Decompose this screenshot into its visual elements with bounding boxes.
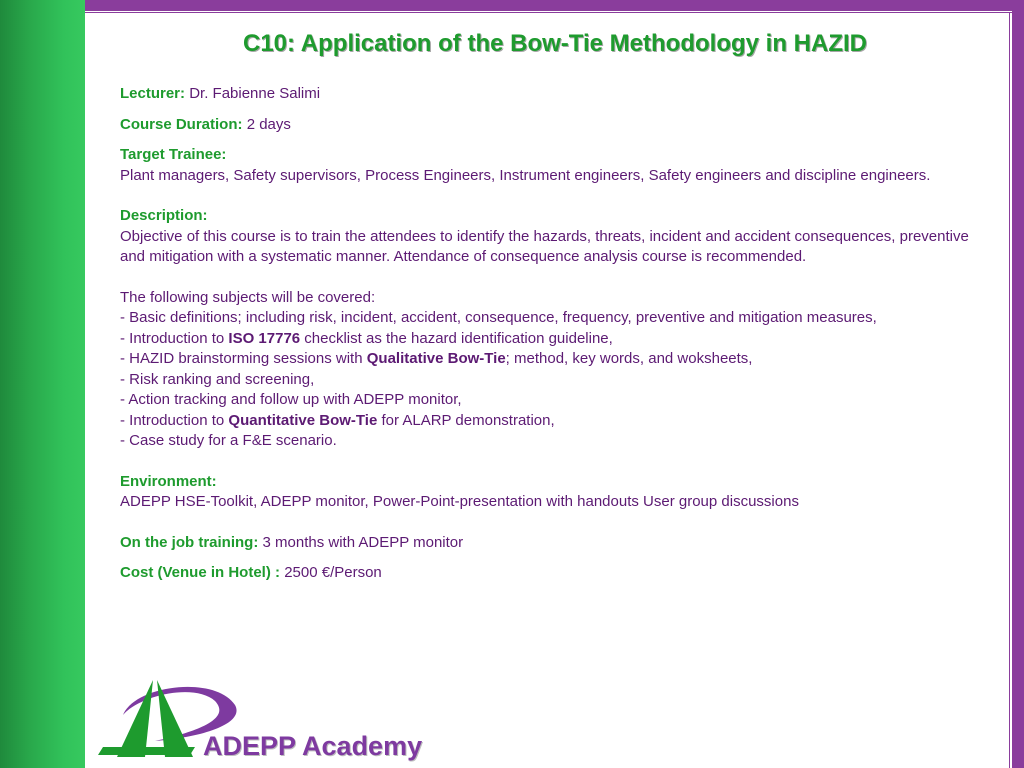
logo-a-base: [98, 747, 195, 755]
job-training-line: [120, 533, 980, 554]
subjects-intro: The following subjects will be covered:: [120, 288, 376, 306]
subject-item: - Case study for a F&E scenario.: [120, 432, 337, 449]
lecturer-value: Dr. Fabienne Salimi: [189, 85, 321, 102]
environment-text: ADEPP HSE-Toolkit, ADEPP monitor, Power-Point-presentation with handouts User group discussions: [120, 493, 799, 510]
cost-value: 2500 €/Person: [284, 564, 382, 581]
slide-title: C10: Application of the Bow-Tie Methodology in HAZID: [243, 30, 867, 57]
duration-line: [120, 115, 980, 136]
subject-item: - Introduction to Quantitative Bow-Tie for ALARP demonstration,: [120, 411, 555, 429]
target-text: Plant managers, Safety supervisors, Process Engineers, Instrument engineers, Safety engineers and discipline engineers.: [120, 166, 931, 184]
cost-label: Cost (Venue in Hotel) :: [120, 564, 281, 581]
environment-label: Environment:: [120, 472, 217, 490]
right-purple-line: [1009, 13, 1010, 768]
cost-line: [120, 563, 980, 584]
subject-item: - Basic definitions; including risk, incident, accident, consequence, frequency, preventive and mitigation measures,: [120, 309, 877, 326]
duration-label: Course Duration:: [120, 115, 243, 133]
description-label: Description:: [120, 207, 208, 224]
top-purple-bar: [85, 0, 1024, 11]
subject-item: - HAZID brainstorming sessions with Qualitative Bow-Tie; method, key words, and woksheets,: [120, 350, 753, 367]
right-purple-bar: [1012, 0, 1024, 768]
top-purple-line: [85, 12, 1024, 13]
logo-triangle-left: [117, 680, 153, 757]
slide-content: [120, 84, 980, 584]
lecturer-line: [120, 84, 980, 105]
job-training-label: On the job training:: [120, 533, 259, 551]
left-green-bar: [0, 0, 85, 768]
target-label: Target Trainee:: [120, 146, 227, 163]
logo-text: ADEPP Academy: [203, 731, 423, 761]
description-text: Objective of this course is to train the attendees to identify the hazards, threats, incident and accident consequences, preventive and mitigation with a systematic manner. Attendance of consequence analysis course is recommended.: [120, 227, 969, 265]
subject-item: - Risk ranking and screening,: [120, 370, 315, 388]
lecturer-label: Lecturer:: [120, 85, 186, 102]
duration-value: 2 days: [246, 115, 291, 133]
subject-item: - Action tracking and follow up with ADEPP monitor,: [120, 391, 462, 408]
job-training-value: 3 months with ADEPP monitor: [262, 533, 464, 551]
subject-item: - Introduction to ISO 17776 checklist as the hazard identification guideline,: [120, 329, 613, 347]
